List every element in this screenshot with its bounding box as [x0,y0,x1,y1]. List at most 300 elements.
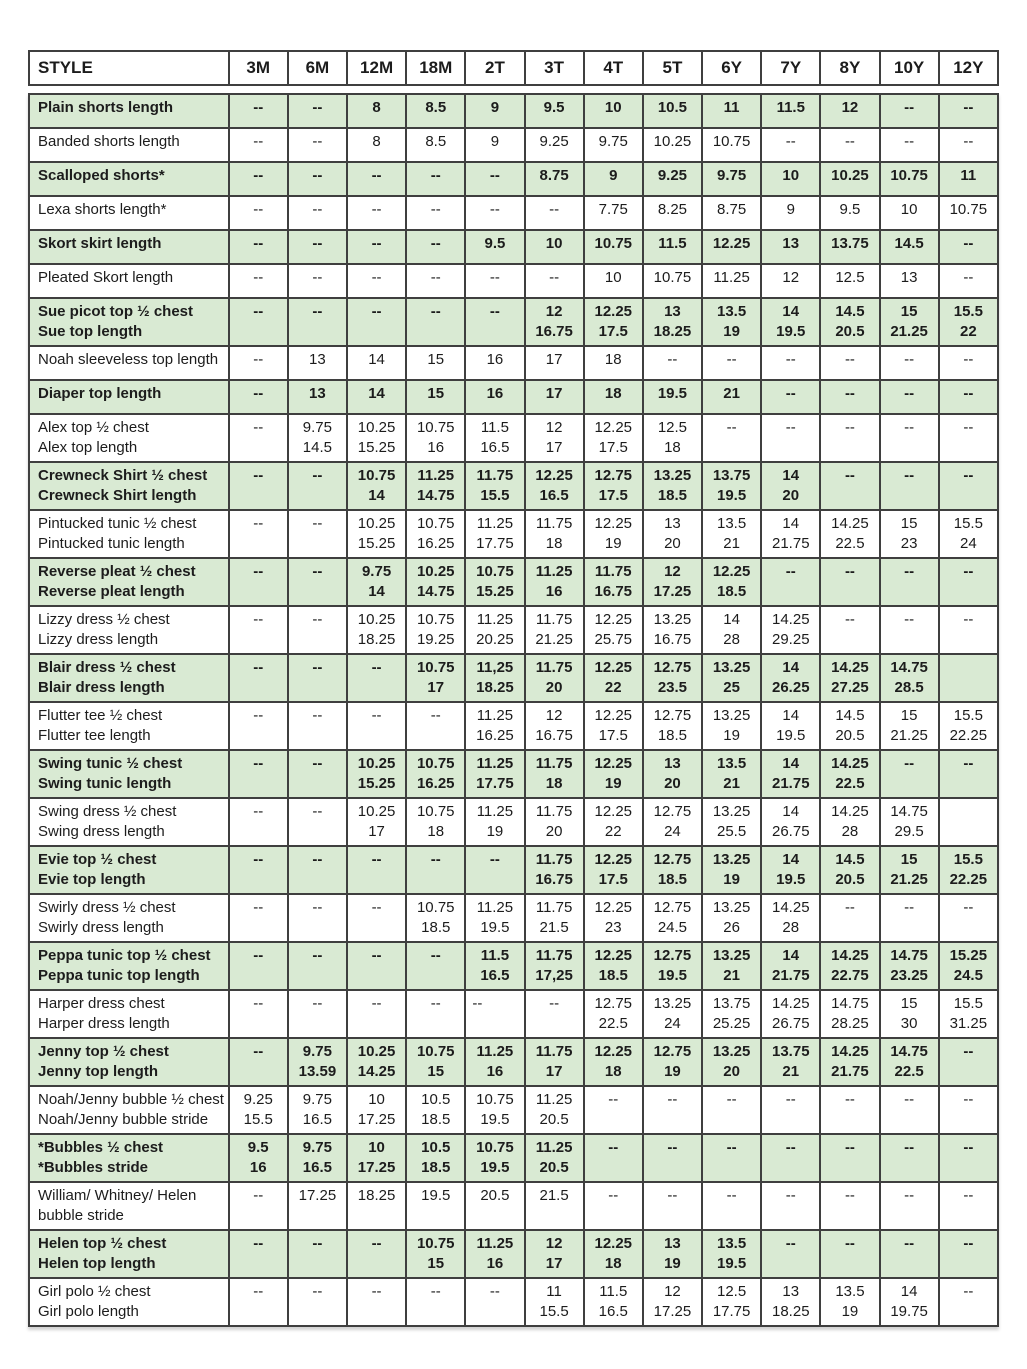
cell-value: 10 [545,235,563,252]
value-cell-18m [406,380,465,414]
cell-value: 12 [545,1235,563,1252]
value-cell-8y [820,346,879,380]
value-cell-12y [939,1278,998,1326]
cell-value: 19 [604,775,622,792]
cell-value: 8.25 [657,201,688,218]
value-cell-6y [702,1182,761,1230]
row-label [29,162,229,196]
cell-value: 8.75 [539,167,569,184]
cell-value: -- [608,1091,619,1108]
cell-value: 18.5 [421,1159,451,1176]
row-label [29,196,229,230]
value-cell-3t [525,846,584,894]
cell-value: 10.25 [357,803,396,820]
cell-value: 12.25 [594,419,633,436]
cell-value: 9.75 [598,133,628,150]
cell-value: 17.5 [598,487,628,504]
row-label-line: Jenny top ½ chest [38,1043,169,1060]
cell-value: 20.5 [835,871,865,888]
row-label-line: Lexa shorts length* [38,201,167,218]
value-cell-10y [880,1230,939,1278]
value-cell-6m [288,128,347,162]
cell-value: 14 [900,1283,918,1300]
cell-value: 11 [546,1283,562,1300]
value-cell-5t [643,558,702,606]
cell-value: 19 [723,727,740,744]
value-cell-8y [820,750,879,798]
cell-value: -- [904,385,915,402]
cell-value: 17,25 [535,967,573,984]
cell-value: 16.75 [594,583,633,600]
cell-value: -- [312,133,323,150]
cell-value: 17 [545,1063,563,1080]
value-cell-12m [347,414,406,462]
value-cell-4t [584,942,643,990]
row-label [29,702,229,750]
value-cell-3m [229,990,288,1038]
value-cell-18m [406,128,465,162]
cell-value: 16.75 [535,727,573,744]
value-cell-2t [465,1278,524,1326]
cell-value: 15.25 [476,583,514,600]
value-cell-12m [347,750,406,798]
cell-value: -- [312,303,323,320]
cell-value: 12.25 [594,303,633,320]
value-cell-6m [288,654,347,702]
cell-value: 18.5 [657,727,688,744]
cell-value: 10.25 [357,419,396,436]
value-cell-3m [229,298,288,346]
cell-value: 15 [900,303,918,320]
value-cell-8y [820,264,879,298]
cell-value: 11.25 [417,467,455,484]
table-row [29,750,998,798]
row-label-line: Swirly dress length [38,919,164,936]
cell-value: 13 [900,269,918,286]
value-cell-3t [525,128,584,162]
value-cell-12y [939,1230,998,1278]
value-cell-18m [406,1182,465,1230]
row-label [29,894,229,942]
value-cell-5t [643,894,702,942]
cell-value: 16.5 [598,1303,628,1320]
table-row [29,1278,998,1326]
value-cell-18m [406,750,465,798]
value-cell-7y [761,654,820,702]
cell-value: -- [253,1235,264,1252]
value-cell-3m [229,846,288,894]
cell-value: -- [253,947,264,964]
cell-value: -- [963,1187,974,1204]
value-cell-12m [347,1230,406,1278]
cell-value: 24 [664,1015,681,1032]
cell-value: 20.5 [835,323,865,340]
cell-value: 29.25 [772,631,810,648]
cell-value: 26 [723,919,740,936]
cell-value: 10 [604,99,622,116]
cell-value: 10.75 [949,201,988,218]
value-cell-10y [880,1038,939,1086]
cell-value: 14.25 [831,515,869,532]
cell-value: 12 [545,707,563,724]
cell-value: 10.75 [416,515,455,532]
cell-value: 14 [782,659,800,676]
cell-value: 20.5 [480,1187,510,1204]
cell-value: 11.75 [535,803,573,820]
cell-value: 14 [782,303,800,320]
cell-value: -- [253,1187,264,1204]
value-cell-3t [525,414,584,462]
cell-value: 11.25 [476,611,514,628]
value-cell-3m [229,264,288,298]
value-cell-6m [288,162,347,196]
value-cell-18m [406,230,465,264]
cell-value: 20 [545,679,563,696]
cell-value: 16.5 [480,967,510,984]
value-cell-12y [939,298,998,346]
value-cell-18m [406,1086,465,1134]
cell-value: -- [904,1187,915,1204]
cell-value: -- [312,755,323,772]
cell-value: 18.5 [717,583,747,600]
value-cell-10y [880,798,939,846]
column-header-18m: 18M [406,51,465,85]
cell-value: 19.5 [657,385,688,402]
cell-value: 25.25 [712,1015,751,1032]
size-chart [28,50,999,1327]
cell-value: -- [253,201,264,218]
table-row [29,510,998,558]
row-label [29,990,229,1038]
cell-value: 12.25 [535,467,573,484]
value-cell-6y [702,1038,761,1086]
value-cell-12m [347,1182,406,1230]
row-label-line: Blair dress length [38,679,165,696]
cell-value: 12.25 [594,707,633,724]
cell-value: 10.75 [416,1235,455,1252]
cell-value: 11.75 [535,899,573,916]
value-cell-2t [465,942,524,990]
cell-value: 15 [900,515,918,532]
cell-value: 14 [782,515,800,532]
cell-value: 13.75 [712,995,751,1012]
row-label [29,1182,229,1230]
cell-value: 14.5 [302,439,332,456]
value-cell-6m [288,94,347,128]
value-cell-12m [347,94,406,128]
value-cell-7y [761,230,820,264]
size-chart-header-table [28,50,999,86]
value-cell-8y [820,298,879,346]
value-cell-5t [643,162,702,196]
cell-value: 15.5 [953,995,983,1012]
cell-value: 11.75 [535,515,573,532]
cell-value: 16 [486,385,504,402]
cell-value: 18 [545,775,563,792]
value-cell-6y [702,414,761,462]
value-cell-12m [347,380,406,414]
cell-value: 12 [545,303,563,320]
cell-value: 9.5 [484,235,506,252]
cell-value: 15.25 [357,439,396,456]
cell-value: 10 [782,167,800,184]
cell-value: 16.5 [539,487,569,504]
row-label-line: Swing dress length [38,823,165,840]
value-cell-6y [702,462,761,510]
value-cell-8y [820,380,879,414]
value-cell-10y [880,414,939,462]
cell-value: 11.5 [480,947,510,964]
value-cell-5t [643,128,702,162]
value-cell-7y [761,1134,820,1182]
value-cell-4t [584,196,643,230]
value-cell-5t [643,1086,702,1134]
cell-value: -- [963,611,974,628]
cell-value: -- [904,1139,915,1156]
value-cell-12m [347,1278,406,1326]
cell-value: 14 [782,467,800,484]
cell-value: 8 [372,133,381,150]
value-cell-7y [761,1182,820,1230]
value-cell-6y [702,94,761,128]
value-cell-2t [465,298,524,346]
value-cell-10y [880,1278,939,1326]
value-cell-8y [820,230,879,264]
cell-value: 14.25 [831,1043,869,1060]
value-cell-3m [229,414,288,462]
value-cell-3m [229,1278,288,1326]
row-label-line: Swing dress ½ chest [38,803,177,820]
cell-value: 8 [372,99,381,116]
row-label [29,1086,229,1134]
value-cell-6m [288,1086,347,1134]
cell-value: 23.25 [890,967,928,984]
row-label [29,750,229,798]
cell-value: 11.75 [535,611,573,628]
value-cell-6y [702,264,761,298]
cell-value: 16.25 [416,775,455,792]
value-cell-8y [820,196,879,230]
cell-value: 23 [604,919,622,936]
value-cell-7y [761,1038,820,1086]
row-label-line: Evie top length [38,871,146,888]
cell-value: -- [253,1043,264,1060]
cell-value: -- [312,235,323,252]
cell-value: -- [904,1091,915,1108]
value-cell-8y [820,1038,879,1086]
cell-value: 29.5 [894,823,924,840]
cell-value: 16 [427,439,445,456]
value-cell-12m [347,298,406,346]
cell-value: 24.5 [953,967,983,984]
column-header-6y: 6Y [702,51,761,85]
cell-value: 14.75 [831,995,869,1012]
value-cell-2t [465,558,524,606]
row-label-line: Pintucked tunic length [38,535,185,552]
column-header-12m: 12M [347,51,406,85]
cell-value: 10.75 [476,1139,514,1156]
cell-value: -- [312,269,323,286]
cell-value: 14.5 [835,851,865,868]
value-cell-12m [347,128,406,162]
value-cell-12m [347,846,406,894]
row-label-line: Peppa tunic top length [38,967,200,984]
value-cell-3t [525,1278,584,1326]
value-cell-3t [525,750,584,798]
value-cell-8y [820,128,879,162]
cell-value: 15.25 [357,775,396,792]
cell-value: 11.75 [535,851,573,868]
value-cell-10y [880,558,939,606]
cell-value: 18 [664,439,681,456]
cell-value: 9.75 [361,563,392,580]
value-cell-6y [702,894,761,942]
value-cell-5t [643,750,702,798]
row-label-line: Girl polo ½ chest [38,1283,151,1300]
cell-value: 22.5 [835,775,865,792]
cell-value: 24 [960,535,977,552]
row-label-line: Pintucked tunic ½ chest [38,515,197,532]
cell-value: 20 [723,1063,740,1080]
value-cell-5t [643,846,702,894]
value-cell-3m [229,1230,288,1278]
value-cell-10y [880,990,939,1038]
cell-value: 13 [664,1235,681,1252]
value-cell-8y [820,462,879,510]
cell-value: 17 [545,351,563,368]
value-cell-10y [880,1182,939,1230]
cell-value: -- [371,235,382,252]
cell-value: -- [963,269,974,286]
value-cell-6m [288,1182,347,1230]
cell-value: 10.75 [416,611,455,628]
cell-value: 9.25 [243,1091,273,1108]
cell-value: -- [844,419,855,436]
cell-value: 28.25 [831,1015,869,1032]
cell-value: -- [253,99,264,116]
value-cell-7y [761,846,820,894]
cell-value: 9.75 [302,1091,332,1108]
value-cell-4t [584,510,643,558]
value-cell-4t [584,414,643,462]
cell-value: 14 [368,487,385,504]
cell-value: 12.75 [653,1043,692,1060]
cell-value: 10.25 [416,563,455,580]
cell-value: 16.25 [476,727,514,744]
cell-value: 11.5 [599,1283,628,1300]
cell-value: 21.25 [890,323,928,340]
cell-value: -- [253,133,264,150]
value-cell-10y [880,702,939,750]
table-row [29,702,998,750]
row-label [29,558,229,606]
value-cell-2t [465,380,524,414]
cell-value: 28.5 [894,679,924,696]
value-cell-18m [406,298,465,346]
cell-value: 19.5 [717,487,747,504]
value-cell-4t [584,1134,643,1182]
cell-value: -- [963,899,974,916]
value-cell-2t [465,510,524,558]
value-cell-8y [820,1086,879,1134]
value-cell-6m [288,1230,347,1278]
cell-value: 17.5 [598,439,628,456]
table-row [29,94,998,128]
value-cell-12m [347,894,406,942]
table-row [29,990,998,1038]
cell-value: 9.25 [539,133,569,150]
cell-value: 21.75 [772,775,810,792]
cell-value: 16.75 [653,631,692,648]
value-cell-4t [584,1230,643,1278]
cell-value: 10.75 [712,133,751,150]
value-cell-10y [880,462,939,510]
column-header-style: STYLE [29,51,229,85]
cell-value: 15.5 [953,851,983,868]
value-cell-18m [406,1230,465,1278]
cell-value: 25.5 [717,823,747,840]
cell-value: -- [963,133,974,150]
value-cell-7y [761,264,820,298]
cell-value: 12.25 [594,755,633,772]
value-cell-12m [347,462,406,510]
cell-value: 14.75 [890,659,928,676]
value-cell-3m [229,196,288,230]
value-cell-8y [820,558,879,606]
value-cell-5t [643,462,702,510]
value-cell-7y [761,128,820,162]
value-cell-8y [820,414,879,462]
cell-value: 25 [723,679,740,696]
value-cell-18m [406,942,465,990]
cell-value: 8.75 [717,201,747,218]
cell-value: 13 [309,351,326,368]
cell-value: -- [844,563,855,580]
cell-value: 14.25 [772,899,810,916]
value-cell-4t [584,264,643,298]
value-cell-6m [288,346,347,380]
value-cell-7y [761,990,820,1038]
cell-value: 13 [664,303,681,320]
value-cell-12m [347,606,406,654]
cell-value: 11.75 [535,755,573,772]
cell-value: 11.75 [535,947,573,964]
cell-value: 12.5 [657,419,688,436]
cell-value: -- [312,563,323,580]
cell-value: 12.25 [594,947,633,964]
cell-value: 18.25 [357,631,396,648]
value-cell-3t [525,558,584,606]
cell-value: 13.25 [712,659,751,676]
row-label [29,510,229,558]
row-label [29,1134,229,1182]
cell-value: 26.75 [772,1015,810,1032]
cell-value: -- [785,1139,796,1156]
cell-value: 18.5 [421,919,451,936]
value-cell-2t [465,654,524,702]
value-cell-3m [229,346,288,380]
value-cell-4t [584,230,643,264]
cell-value: 10.75 [416,1043,455,1060]
row-label [29,942,229,990]
cell-value: -- [904,1235,915,1252]
cell-value: -- [253,351,264,368]
cell-value: 22 [960,323,977,340]
value-cell-12y [939,990,998,1038]
cell-value: 22.75 [831,967,869,984]
row-label-line: Peppa tunic top ½ chest [38,947,211,964]
cell-value: -- [430,947,441,964]
